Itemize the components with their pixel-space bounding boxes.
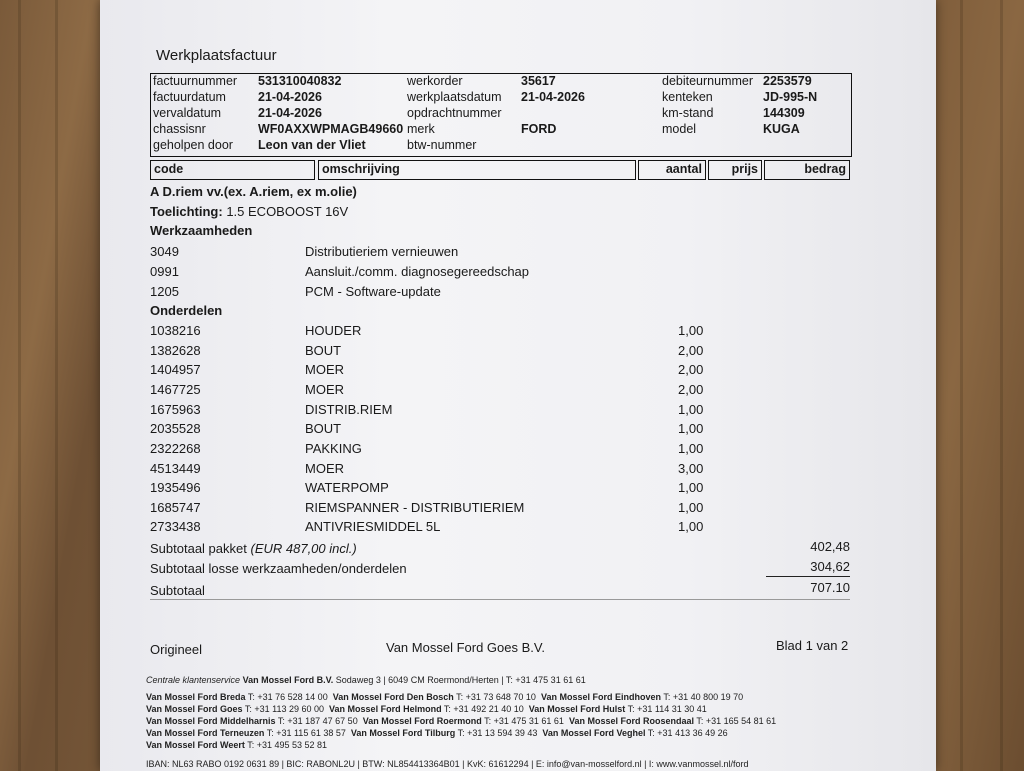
list-item-quantity: 1,00 xyxy=(678,519,704,534)
list-item-description: MOER xyxy=(305,382,344,397)
footer-service-rest: Sodaweg 3 | 6049 CM Roermond/Herten | T: +31 475 31 61 61 xyxy=(335,675,586,685)
subtotal-package xyxy=(150,541,357,556)
list-item-description: WATERPOMP xyxy=(305,480,389,495)
branch-phone: T: +31 114 31 30 41 xyxy=(627,704,707,714)
branch-name: Van Mossel Ford Hulst xyxy=(528,704,626,714)
list-item-description: HOUDER xyxy=(305,323,362,338)
branch-phone: T: +31 115 61 38 57 xyxy=(266,728,346,738)
subtotal-losse-value: 304,62 xyxy=(810,559,850,574)
branch-name: Van Mossel Ford Weert xyxy=(146,740,245,750)
header-value: 531310040832 xyxy=(258,74,342,88)
subtotal-losse-label: Subtotaal losse werkzaamheden/onderdelen xyxy=(150,561,407,576)
package-title: A D.riem vv.(ex. A.riem, ex m.olie) xyxy=(150,184,357,199)
list-item-quantity: 1,00 xyxy=(678,323,704,338)
header-label: merk xyxy=(407,122,435,136)
header-label: debiteurnummer xyxy=(662,74,754,88)
footer-service-label: Centrale klantenservice xyxy=(146,675,241,685)
list-item-description: Distributieriem vernieuwen xyxy=(305,244,459,259)
header-label: werkorder xyxy=(407,74,463,88)
list-item-quantity: 1,00 xyxy=(678,421,704,436)
header-label: vervaldatum xyxy=(153,106,222,120)
branch-name: Van Mossel Ford Breda xyxy=(146,692,246,702)
list-item-code: 0991 xyxy=(150,264,179,279)
header-label: factuurdatum xyxy=(153,90,226,104)
header-value: 2253579 xyxy=(763,74,812,88)
footer-branch-row xyxy=(146,692,743,702)
list-item-code: 1935496 xyxy=(150,480,201,495)
list-item-quantity: 1,00 xyxy=(678,480,704,495)
werkzaamheden-heading: Werkzaamheden xyxy=(150,223,253,238)
header-label: opdrachtnummer xyxy=(407,106,502,120)
header-value: JD-995-N xyxy=(763,90,818,104)
branch-phone: T: +31 113 29 60 00 xyxy=(244,704,325,714)
subtotal-package-label: Subtotaal pakket xyxy=(150,541,247,556)
header-label: kenteken xyxy=(662,90,713,104)
list-item-code: 4513449 xyxy=(150,461,201,476)
list-item-code: 1382628 xyxy=(150,343,201,358)
invoice-paper xyxy=(100,0,936,771)
page-number: Blad 1 van 2 xyxy=(776,638,849,653)
header-value: 21-04-2026 xyxy=(258,90,322,104)
list-item-description: DISTRIB.RIEM xyxy=(305,402,393,417)
list-item-description: BOUT xyxy=(305,421,342,436)
header-label: geholpen door xyxy=(153,138,233,152)
header-value: KUGA xyxy=(763,122,800,136)
list-item-quantity: 1,00 xyxy=(678,500,704,515)
branch-phone: T: +31 165 54 81 61 xyxy=(696,716,777,726)
footer-bank-line: IBAN: NL63 RABO 0192 0631 89 | BIC: RABONL2U | BTW: NL854413364B01 | KvK: 61612294 | E: info@van-mosselford.nl | I: www.vanmossel.nl/ford xyxy=(146,759,749,769)
list-item-quantity: 2,00 xyxy=(678,382,704,397)
list-item-quantity: 3,00 xyxy=(678,461,704,476)
header-label: btw-nummer xyxy=(407,138,477,152)
branch-name: Van Mossel Ford Roermond xyxy=(362,716,482,726)
branch-name: Van Mossel Ford Den Bosch xyxy=(332,692,454,702)
list-item-description: MOER xyxy=(305,362,344,377)
header-value: 21-04-2026 xyxy=(258,106,322,120)
list-item-description: PAKKING xyxy=(305,441,362,456)
branch-phone: T: +31 475 31 61 61 xyxy=(484,716,564,726)
list-item-code: 1404957 xyxy=(150,362,201,377)
header-label: chassisnr xyxy=(153,122,206,136)
footer-branch-row xyxy=(146,716,776,726)
invoice-header-box xyxy=(150,73,852,157)
branch-name: Van Mossel Ford Tilburg xyxy=(350,728,456,738)
footer-branch-row xyxy=(146,704,707,714)
onderdelen-heading: Onderdelen xyxy=(150,303,223,318)
list-item-description: MOER xyxy=(305,461,344,476)
header-label: factuurnummer xyxy=(153,74,238,88)
list-item-code: 1685747 xyxy=(150,500,201,515)
document-title: Werkplaatsfactuur xyxy=(156,47,277,64)
list-item-description: Aansluit./comm. diagnosegereedschap xyxy=(305,264,530,279)
toelichting xyxy=(150,204,348,219)
branch-name: Van Mossel Ford Goes xyxy=(146,704,243,714)
branch-name: Van Mossel Ford Eindhoven xyxy=(540,692,661,702)
toelichting-value: 1.5 ECOBOOST 16V xyxy=(226,204,349,219)
header-value: FORD xyxy=(521,122,557,136)
footer-branch-row xyxy=(146,740,327,750)
original-label: Origineel xyxy=(150,642,203,657)
branch-phone: T: +31 495 53 52 81 xyxy=(247,740,328,750)
column-header-omschrijving: omschrijving xyxy=(318,160,636,180)
branch-phone: T: +31 76 528 14 00 xyxy=(247,692,328,702)
company-name: Van Mossel Ford Goes B.V. xyxy=(386,640,545,655)
subtotal-package-incl: (EUR 487,00 incl.) xyxy=(250,541,357,556)
sum-divider xyxy=(766,576,850,577)
header-label: model xyxy=(662,122,697,136)
header-label: km-stand xyxy=(662,106,714,120)
list-item-quantity: 2,00 xyxy=(678,362,704,377)
list-item-code: 1205 xyxy=(150,284,179,299)
column-header-prijs: prijs xyxy=(708,160,762,180)
branch-name: Van Mossel Ford Middelharnis xyxy=(146,716,276,726)
footer-branch-row xyxy=(146,728,728,738)
totals-divider xyxy=(150,599,850,600)
branch-phone: T: +31 187 47 67 50 xyxy=(277,716,358,726)
list-item-code: 2733438 xyxy=(150,519,201,534)
branch-name: Van Mossel Ford Terneuzen xyxy=(146,728,265,738)
branch-name: Van Mossel Ford Helmond xyxy=(329,704,442,714)
subtotal-value: 707.10 xyxy=(810,580,850,595)
header-value: 21-04-2026 xyxy=(521,90,585,104)
list-item-code: 2322268 xyxy=(150,441,201,456)
branch-phone: T: +31 73 648 70 10 xyxy=(456,692,536,702)
branch-name: Van Mossel Ford Roosendaal xyxy=(568,716,694,726)
branch-name: Van Mossel Ford Veghel xyxy=(542,728,646,738)
footer-service xyxy=(146,675,586,685)
list-item-code: 3049 xyxy=(150,244,179,259)
column-header-code: code xyxy=(150,160,315,180)
list-item-quantity: 2,00 xyxy=(678,343,704,358)
toelichting-label: Toelichting: xyxy=(150,204,223,219)
list-item-description: BOUT xyxy=(305,343,342,358)
footer-service-name: Van Mossel Ford B.V. xyxy=(242,675,334,685)
column-header-bedrag: bedrag xyxy=(764,160,850,180)
list-item-description: RIEMSPANNER - DISTRIBUTIERIEM xyxy=(305,500,525,515)
subtotal-label: Subtotaal xyxy=(150,583,205,598)
header-value: WF0AXXWPMAGB49660 xyxy=(258,122,404,136)
branch-phone: T: +31 492 21 40 10 xyxy=(443,704,524,714)
subtotal-package-value: 402,48 xyxy=(810,539,850,554)
list-item-code: 1038216 xyxy=(150,323,201,338)
list-item-description: PCM - Software-update xyxy=(305,284,441,299)
list-item-code: 2035528 xyxy=(150,421,201,436)
header-value: 144309 xyxy=(763,106,805,120)
list-item-code: 1467725 xyxy=(150,382,201,397)
header-value: 35617 xyxy=(521,74,556,88)
list-item-quantity: 1,00 xyxy=(678,402,704,417)
list-item-description: ANTIVRIESMIDDEL 5L xyxy=(305,519,441,534)
list-item-quantity: 1,00 xyxy=(678,441,704,456)
branch-phone: T: +31 13 594 39 43 xyxy=(457,728,538,738)
header-value: Leon van der Vliet xyxy=(258,138,366,152)
header-label: werkplaatsdatum xyxy=(407,90,502,104)
list-item-code: 1675963 xyxy=(150,402,201,417)
branch-phone: T: +31 40 800 19 70 xyxy=(663,692,744,702)
branch-phone: T: +31 413 36 49 26 xyxy=(647,728,728,738)
column-header-aantal: aantal xyxy=(638,160,706,180)
